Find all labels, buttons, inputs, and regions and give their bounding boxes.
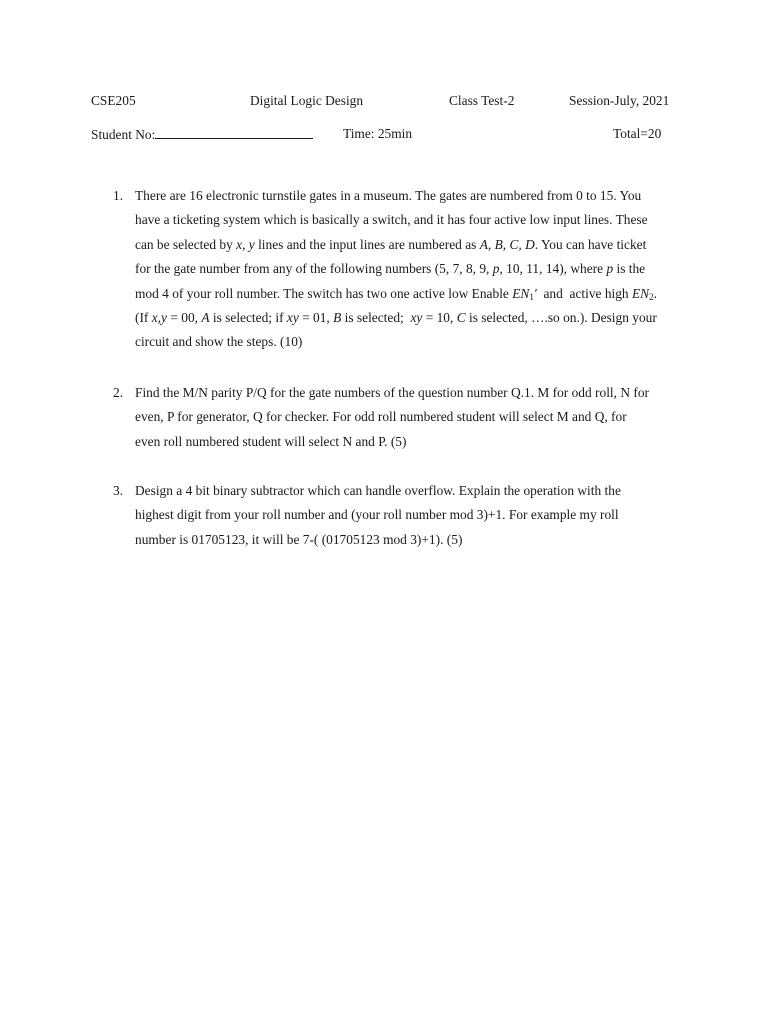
question-number: 1. [113, 188, 124, 203]
student-no-field [91, 126, 313, 143]
question-line: can be selected by x, y lines and the input lines are numbered as A, B, C, D. You can have ticket [135, 236, 647, 252]
question-number: 2. [113, 385, 124, 400]
question-text [135, 479, 678, 552]
question-number: 3. [113, 483, 124, 498]
student-no-label: Student No: [91, 127, 156, 142]
total-marks: Total=20 [613, 126, 662, 141]
question-line: Find the M/N parity P/Q for the gate numbers of the question number Q.1. M for odd roll, N for [135, 385, 649, 400]
course-title: Digital Logic Design [250, 93, 364, 108]
student-no-blank-line [155, 126, 313, 139]
question-line: for the gate number from any of the following numbers (5, 7, 8, 9, p, 10, 11, 14), where p is the [135, 261, 646, 277]
question-line: There are 16 electronic turnstile gates in a museum. The gates are numbered from 0 to 15. You [135, 188, 642, 203]
question-line: even, P for generator, Q for checker. For odd roll numbered student will select M and Q, for [135, 409, 627, 425]
time-label: Time: 25min [343, 126, 413, 141]
question-line: number is 01705123, it will be 7-( (01705123 mod 3)+1). (5) [135, 531, 463, 547]
question-1 [113, 184, 678, 355]
test-name: Class Test-2 [449, 93, 515, 108]
question-line: highest digit from your roll number and (your roll number mod 3)+1. For example my roll [135, 507, 619, 523]
question-2 [113, 381, 678, 454]
question-line: have a ticketing system which is basically a switch, and it has four active low input lines. These [135, 212, 648, 228]
question-line: circuit and show the steps. (10) [135, 334, 303, 350]
question-line: (If x,y = 00, A is selected; if xy = 01, B is selected; xy = 10, C is selected, ….so on.). Design your [135, 309, 657, 325]
question-line: mod 4 of your roll number. The switch has two one active low Enable $EN_1'$ and active high $EN_2$. [135, 285, 657, 302]
question-3 [113, 479, 678, 552]
question-text [135, 381, 678, 454]
question-text [135, 184, 678, 355]
session-label: Session-July, 2021 [569, 93, 670, 108]
course-code: CSE205 [91, 93, 136, 108]
question-line: Design a 4 bit binary subtractor which can handle overflow. Explain the operation with the [135, 483, 621, 498]
question-line: even roll numbered student will select N and P. (5) [135, 433, 407, 449]
